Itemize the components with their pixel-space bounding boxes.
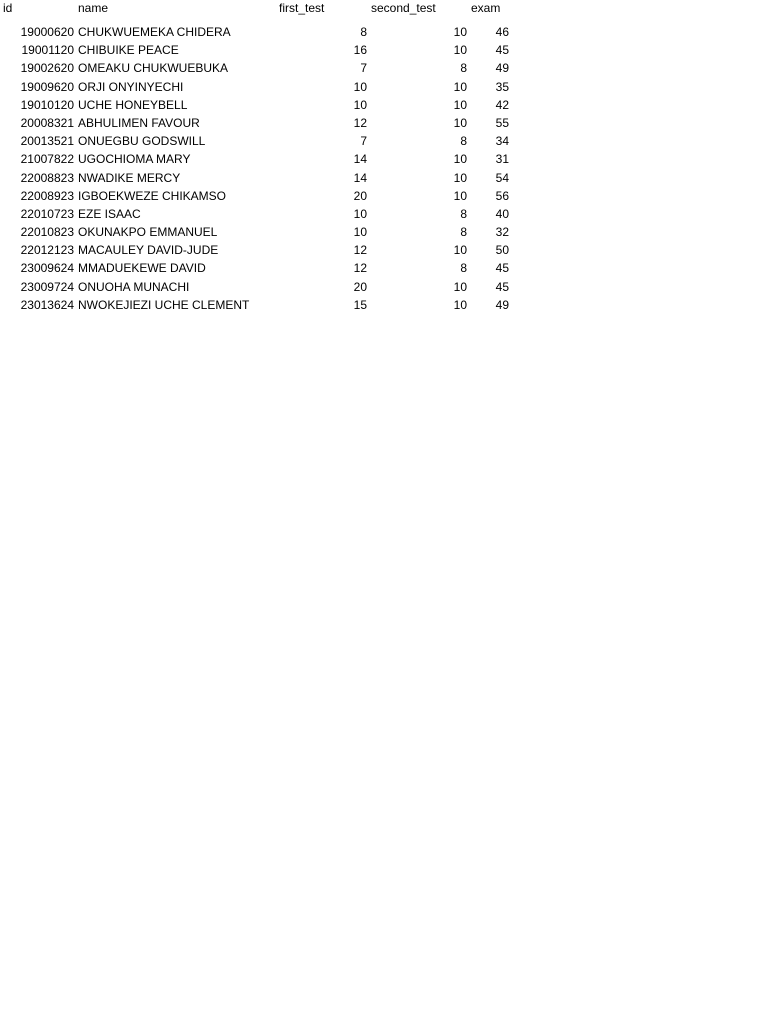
cell-second-test: 10 xyxy=(453,97,467,112)
table-row xyxy=(0,241,768,259)
header-id: id xyxy=(3,1,13,15)
cell-second-test: 10 xyxy=(453,188,467,203)
cell-second-test: 8 xyxy=(460,134,467,149)
cell-first-test: 12 xyxy=(353,115,367,130)
cell-second-test: 8 xyxy=(460,206,467,221)
cell-name: ONUEGBU GODSWILL xyxy=(78,134,206,149)
header-name: name xyxy=(78,1,109,15)
cell-name: NWOKEJIEZI UCHE CLEMENT xyxy=(78,297,250,312)
cell-second-test: 10 xyxy=(453,279,467,294)
cell-first-test: 14 xyxy=(353,152,367,167)
cell-first-test: 7 xyxy=(360,134,367,149)
cell-first-test: 16 xyxy=(353,43,367,58)
cell-exam: 50 xyxy=(495,243,509,258)
cell-name: CHIBUIKE PEACE xyxy=(78,43,179,58)
table-row xyxy=(0,96,768,114)
cell-id: 22008923 xyxy=(20,188,74,203)
cell-first-test: 15 xyxy=(353,297,367,312)
cell-name: ORJI ONYINYECHI xyxy=(78,79,184,94)
cell-name: UGOCHIOMA MARY xyxy=(78,152,191,167)
cell-id: 21007822 xyxy=(20,152,74,167)
table-row xyxy=(0,296,768,314)
cell-second-test: 10 xyxy=(453,43,467,58)
cell-second-test: 10 xyxy=(453,243,467,258)
cell-name: EZE ISAAC xyxy=(78,206,141,221)
cell-id: 22010723 xyxy=(20,206,74,221)
table-row xyxy=(0,278,768,296)
table-row xyxy=(0,23,768,41)
cell-name: OKUNAKPO EMMANUEL xyxy=(78,225,218,240)
cell-name: ONUOHA MUNACHI xyxy=(78,279,190,294)
cell-second-test: 10 xyxy=(453,115,467,130)
cell-second-test: 8 xyxy=(460,225,467,240)
cell-exam: 34 xyxy=(495,134,509,149)
cell-id: 22008823 xyxy=(20,170,74,185)
table-row xyxy=(0,205,768,223)
cell-second-test: 8 xyxy=(460,61,467,76)
table-row xyxy=(0,114,768,132)
cell-id: 19001120 xyxy=(21,43,74,58)
table-row xyxy=(0,59,768,77)
header-second-test: second_test xyxy=(371,1,436,15)
cell-second-test: 10 xyxy=(453,79,467,94)
cell-second-test: 10 xyxy=(453,25,467,39)
table-row xyxy=(0,187,768,205)
cell-first-test: 8 xyxy=(360,25,367,39)
cell-exam: 42 xyxy=(495,97,509,112)
cell-id: 23009724 xyxy=(20,279,74,294)
spreadsheet-table xyxy=(0,0,768,312)
cell-name: ABHULIMEN FAVOUR xyxy=(78,115,200,130)
table-row xyxy=(0,41,768,59)
cell-name: NWADIKE MERCY xyxy=(78,170,181,185)
cell-exam: 31 xyxy=(495,152,509,167)
table-row xyxy=(0,259,768,277)
cell-id: 20013521 xyxy=(20,134,74,149)
cell-name: MMADUEKEWE DAVID xyxy=(78,261,206,276)
cell-exam: 45 xyxy=(495,43,509,58)
cell-exam: 45 xyxy=(495,261,509,276)
cell-exam: 55 xyxy=(495,115,509,130)
cell-name: IGBOEKWEZE CHIKAMSO xyxy=(78,188,227,203)
cell-second-test: 10 xyxy=(453,152,467,167)
table-body xyxy=(0,23,768,314)
cell-id: 19000620 xyxy=(20,25,74,39)
cell-first-test: 7 xyxy=(360,61,367,76)
cell-id: 19009620 xyxy=(20,79,74,94)
cell-exam: 46 xyxy=(495,25,509,39)
cell-second-test: 10 xyxy=(453,297,467,312)
cell-exam: 45 xyxy=(495,279,509,294)
cell-id: 23013624 xyxy=(20,297,74,312)
cell-first-test: 20 xyxy=(353,279,367,294)
cell-exam: 56 xyxy=(495,188,509,203)
cell-first-test: 12 xyxy=(353,243,367,258)
table-row xyxy=(0,223,768,241)
cell-exam: 49 xyxy=(495,61,509,76)
cell-exam: 49 xyxy=(495,297,509,312)
cell-id: 19010120 xyxy=(20,97,74,112)
cell-id: 20008321 xyxy=(20,115,74,130)
cell-first-test: 10 xyxy=(353,206,367,221)
cell-id: 19002620 xyxy=(20,61,74,76)
table-row xyxy=(0,150,768,168)
header-row xyxy=(0,0,768,16)
cell-first-test: 10 xyxy=(353,97,367,112)
cell-id: 22010823 xyxy=(20,225,74,240)
cell-id: 23009624 xyxy=(20,261,74,276)
cell-first-test: 20 xyxy=(353,188,367,203)
cell-first-test: 10 xyxy=(353,225,367,240)
cell-name: MACAULEY DAVID-JUDE xyxy=(78,243,219,258)
cell-name: CHUKWUEMEKA CHIDERA xyxy=(78,25,231,39)
cell-first-test: 10 xyxy=(353,79,367,94)
cell-name: UCHE HONEYBELL xyxy=(78,97,188,112)
table-row xyxy=(0,78,768,96)
table-row xyxy=(0,132,768,150)
cell-exam: 35 xyxy=(495,79,509,94)
header-first-test: first_test xyxy=(279,1,325,15)
cell-second-test: 8 xyxy=(460,261,467,276)
cell-first-test: 12 xyxy=(353,261,367,276)
cell-first-test: 14 xyxy=(353,170,367,185)
cell-second-test: 10 xyxy=(453,170,467,185)
table-row xyxy=(0,169,768,187)
cell-exam: 32 xyxy=(495,225,509,240)
cell-exam: 40 xyxy=(495,206,509,221)
cell-id: 22012123 xyxy=(20,243,74,258)
cell-name: OMEAKU CHUKWUEBUKA xyxy=(78,61,229,76)
header-exam: exam xyxy=(471,1,501,15)
cell-exam: 54 xyxy=(495,170,509,185)
